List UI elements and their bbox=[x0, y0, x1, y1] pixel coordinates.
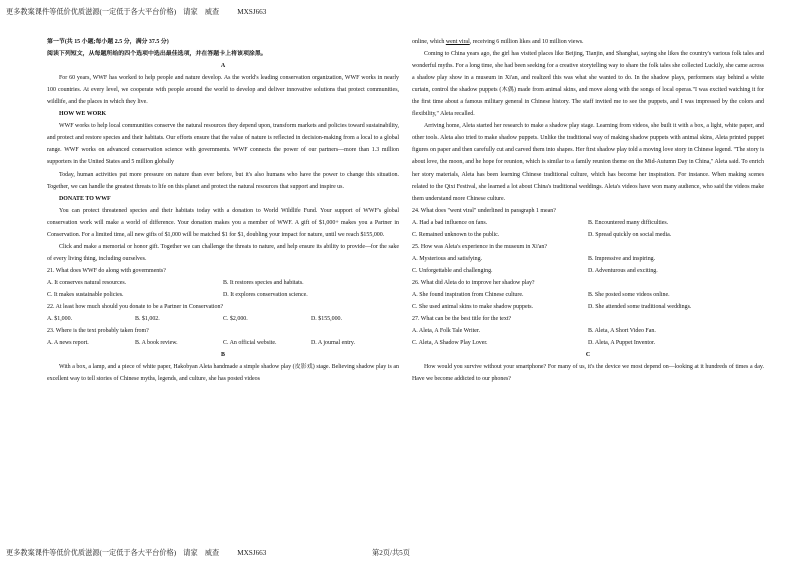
q21-option-a: A. It conserves natural resources. bbox=[47, 279, 127, 286]
q27-option-d: D. Aleta, A Puppet Inventor. bbox=[588, 340, 656, 347]
section-instruction: 阅读下列短文，从每题所给的四个选项中选出最佳选项，并在答题卡上将该项涂黑。 bbox=[47, 51, 267, 58]
q25-option-a: A. Mysterious and satisfying. bbox=[412, 255, 483, 262]
part-c-label: C bbox=[585, 352, 591, 359]
page-footer: 更多教案课件等低价优质滋源(一定低于各大平台价格) 请家 威查 MXSJ663 bbox=[6, 549, 267, 557]
passage-a-p3: Today, human activities put more pressure on nature than ever before, but it's also humans who have the power to change this situation. Together, we can handle the greatest threats to life on this planet and protect the natural resources that support and inspire us. bbox=[47, 171, 399, 190]
passage-b-p3: Arriving home, Aleta started her research to make a shadow play stage. Learning from videos, she built it with a box, a light, white paper, and other tools. Aleta also tried to make shadow puppets. Unlike the traditional way of making shadow puppets with animal skins, Aleta printed puppet figures on paper and then carefully cut and carved them into shapes. Her first shadow play told a moving love story in Chinese legend. "The story is about love, the moon, and he hope for reunion, which is similar to a family reunion theme on the Mid-Autumn Day in China," Aleta said. To enrich her story materials, Aleta has been learning Chinese traditional culture, which has become her inspiration. For instance. When making scenes related to the Qixi Festival, she learned a lot about China's traditional weddings. Aleta's videos have won many audience, who said the videos make them understand more Chinese culture. bbox=[412, 123, 764, 202]
q25-option-d: D. Adventurous and exciting. bbox=[588, 267, 658, 274]
q22-options bbox=[47, 313, 399, 325]
q21-options-row1 bbox=[47, 277, 399, 289]
part-b-label: B bbox=[221, 352, 225, 359]
q25-option-b: B. Impressive and inspiring. bbox=[588, 255, 656, 262]
q22-option-c: C. $2,000. bbox=[223, 316, 248, 323]
passage-c-p1: How would you survive without your smartphone? For many of us, it's the device we most depend on—looking at it hundreds of times a day. Have we become addicted to our phones? bbox=[412, 364, 764, 383]
page-number: 第2页/共5页 bbox=[372, 549, 410, 557]
q21-options-row2 bbox=[47, 289, 399, 301]
q27-option-c: C. Aleta, A Shadow Play Lover. bbox=[412, 340, 488, 347]
q24-option-b: B. Encountered many difficulties. bbox=[588, 219, 669, 226]
q26-options-row2 bbox=[412, 301, 764, 313]
part-a-label: A bbox=[220, 63, 226, 70]
q25-options-row2 bbox=[412, 265, 764, 277]
page-header: 更多教案课件等低价优质滋源(一定低于各大平台价格) 请家 威查 MXSJ663 bbox=[6, 8, 267, 16]
question-21: 21. What does WWF do along with governments? bbox=[47, 267, 166, 274]
q24-option-d: D. Spread quickly on social media. bbox=[588, 231, 672, 238]
question-22: 22. At least how much should you donate to be a Partner in Conservation? bbox=[47, 304, 224, 311]
q22-option-a: A. $1,000. bbox=[47, 316, 73, 323]
passage-b-p1-cont bbox=[412, 36, 764, 48]
passage-a-p1: For 60 years, WWF has worked to help people and nature develop. As the world's leading conservation organization, WWF works in nearly 100 countries. At every level, we cooperate with people around the world to develop and deliver innovative solutions that protect communities, wildlife, and the places in which they live. bbox=[47, 75, 399, 106]
q26-option-d: D. She attended some traditional weddings. bbox=[588, 304, 692, 311]
right-column bbox=[412, 36, 764, 385]
q25-option-c: C. Unforgettable and challenging. bbox=[412, 267, 493, 274]
q23-option-b: B. A book review. bbox=[135, 340, 178, 347]
passage-a-p4: You can protect threatened species and their habitats today with a donation to World Wildlife Fund. Your support of WWF's global conservation work will make a world of difference. Your donation makes you a member of WWF. A gift of $1,000+ makes you a Partner in Conservation. For a limited time, all new gifts of $1,000 will be matched $1 for $1, doubling your impact for nature, until we reach $155,000. bbox=[47, 207, 399, 238]
q22-option-d: D. $155,000. bbox=[311, 316, 343, 323]
q23-options bbox=[47, 337, 399, 349]
q23-option-d: D. A journal entry. bbox=[311, 340, 355, 347]
section-title: 第一节(共 15 小题;每小题 2.5 分，满分 37.5 分) bbox=[47, 39, 169, 45]
q24-options-row1 bbox=[412, 217, 764, 229]
passage-b-p2: Coming to China years ago, the girl has visited places like Beijing, Tianjin, and Shanghai, saying she likes the country's various folk tales and wonderful myths. For a long time, she had been seeking for a creative storytelling way to share the folk tales she collected Luckily, she came across a shadow play show in a museum in Xi'an, and realized this was what she wanted to do. In the shadow plays, performers stay behind a white curtain, control the shadow puppets (木偶) made from animal skins, and move along with the songs of local operas."I was excited watching it for the first time about a famous military general in Chinese history. The staff invited me to see the puppets, and I was impressed by the colors and flexibility," Aleta recalled. bbox=[412, 51, 764, 118]
q26-option-c: C. She used animal skins to make shadow puppets. bbox=[412, 304, 534, 311]
q23-option-a: A. A news report. bbox=[47, 340, 89, 347]
passage-a-p2: WWF works to help local communities conserve the natural resources they depend upon, transform markets and policies toward sustainability, and protect and restore species and their habitats. Our efforts ensure that the value of nature is reflected in decision-making from a local to a global range. WWF works on advanced conservation science with governments. WWF connects the power of our partners—more than 1.3 million supporters in the United States and 5 million globally bbox=[47, 123, 399, 166]
heading-donate: DONATE TO WWF bbox=[59, 195, 111, 202]
question-25: 25. How was Aleta's experience in the museum in Xi'an? bbox=[412, 243, 548, 250]
q24-option-c: C. Remained unknown to the public. bbox=[412, 231, 500, 238]
q22-option-b: B. $1,002. bbox=[135, 316, 160, 323]
q21-option-b: B. It restores species and habitats. bbox=[223, 279, 304, 286]
underlined-phrase: went viral bbox=[445, 39, 470, 45]
left-column bbox=[47, 36, 399, 385]
q27-option-a: A. Aleta, A Folk Tale Writer. bbox=[412, 328, 481, 335]
q23-option-c: C. An official website. bbox=[223, 340, 277, 347]
text-run: online, which bbox=[412, 39, 446, 45]
heading-how-we-work: HOW WE WORK bbox=[59, 111, 107, 118]
question-23: 23. Where is the text probably taken from? bbox=[47, 328, 149, 335]
q24-options-row2 bbox=[412, 229, 764, 241]
q27-options-row2 bbox=[412, 337, 764, 349]
q21-option-c: C. It makes sustainable policies. bbox=[47, 291, 124, 298]
question-26: 26. What did Aleta do to improve her shadow play? bbox=[412, 279, 535, 286]
q26-options-row1 bbox=[412, 289, 764, 301]
q21-option-d: D. It explores conservation science. bbox=[223, 291, 308, 298]
q25-options-row1 bbox=[412, 253, 764, 265]
passage-a-p5: Click and make a memorial or honor gift. Together we can challenge the threats to nature, and help ensure its ability to provide—for the sake of every living thing, including ourselves. bbox=[47, 243, 399, 262]
question-24: 24. What does "went viral" underlined in paragraph 1 mean? bbox=[412, 207, 556, 214]
q26-option-b: B. She posted some videos online. bbox=[588, 291, 670, 298]
passage-b-p1: With a box, a lamp, and a piece of white paper, Hakobyan Aleta handmade a simple shadow play (皮影戏) stage. Believing shadow play is an excellent way to tell stories of Chinese myths, legends, and culture, she has posted videos bbox=[47, 364, 399, 383]
q24-option-a: A. Had a bad influence on fans. bbox=[412, 219, 488, 226]
text-run: , receiving 6 million likes and 10 million views. bbox=[469, 39, 584, 45]
q27-option-b: B. Aleta, A Short Video Fan. bbox=[588, 328, 656, 335]
q27-options-row1 bbox=[412, 325, 764, 337]
question-27: 27. What can be the best title for the text? bbox=[412, 316, 512, 323]
q26-option-a: A. She found inspiration from Chinese culture. bbox=[412, 291, 524, 298]
